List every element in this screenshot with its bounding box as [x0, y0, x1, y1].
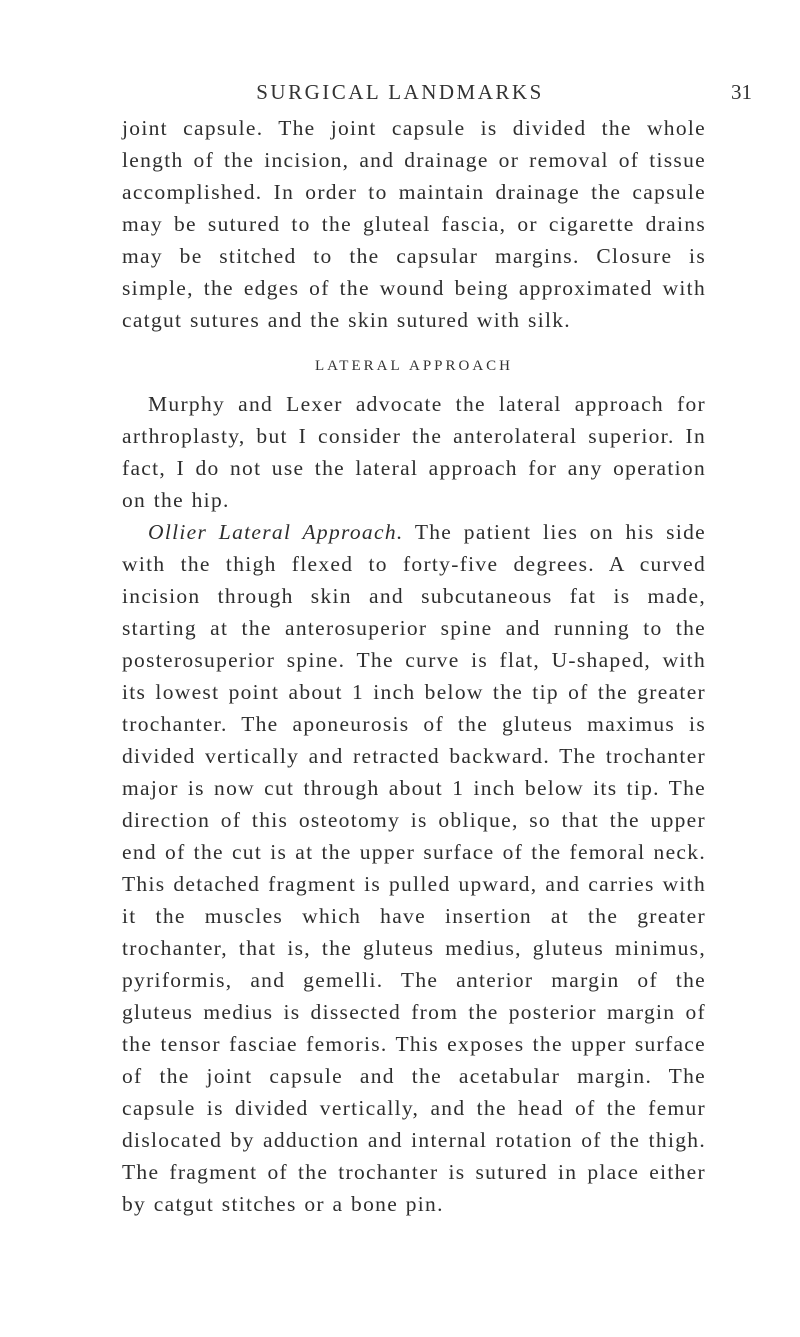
ollier-approach-title: Ollier Lateral Approach. [148, 520, 404, 544]
paragraph-lateral-approach: Murphy and Lexer advocate the lateral approach for arthroplasty, but I consider the anterolateral superior. In fact, I do not use the lateral approach for any operation on the hip. [122, 392, 706, 512]
ollier-approach-text: The patient lies on his side with the thigh flexed to forty-five degrees. A curved incision through skin and subcutaneous fat is made, starting at the anterosuperior spine and running to the posterosuperior spine. The curve is flat, U-shaped, with its lowest point about 1 inch below the tip of the greater trochanter. The aponeurosis of the gluteus maximus is divided vertically and retracted backward. The trochanter major is now cut through about 1 inch below its tip. The direction of this osteotomy is oblique, so that the upper end of the cut is at the upper surface of the femoral neck. This detached fragment is pulled upward, and carries with it the muscles which have insertion at the greater trochanter, that is, the gluteus medius, gluteus minimus, pyriformis, and gemelli. The anterior margin of the gluteus medius is dissected from the posterior margin of the tensor fasciae femoris. This exposes the upper surface of the joint capsule and the acetabular margin. The capsule is divided vertically, and the head of the femur dislocated by adduction and internal rotation of the thigh. The fragment of the trochanter is sutured in place either by catgut stitches or a bone pin. [122, 520, 706, 1216]
paragraph-continuation: joint capsule. The joint capsule is divided the whole length of the incision, and drainage or removal of tissue accomplished. In order to maintain drainage the capsule may be sutured to the gluteal fascia, or cigarette drains may be stitched to the capsular margins. Closure is simple, the edges of the wound being approximated with catgut sutures and the skin sutured with silk. [122, 116, 706, 332]
running-title: SURGICAL LANDMARKS [256, 80, 544, 104]
section-heading: LATERAL APPROACH [314, 358, 514, 374]
paragraph-ollier-approach [122, 516, 706, 1220]
body-text [122, 112, 706, 1220]
page-number: 31 [731, 80, 752, 104]
